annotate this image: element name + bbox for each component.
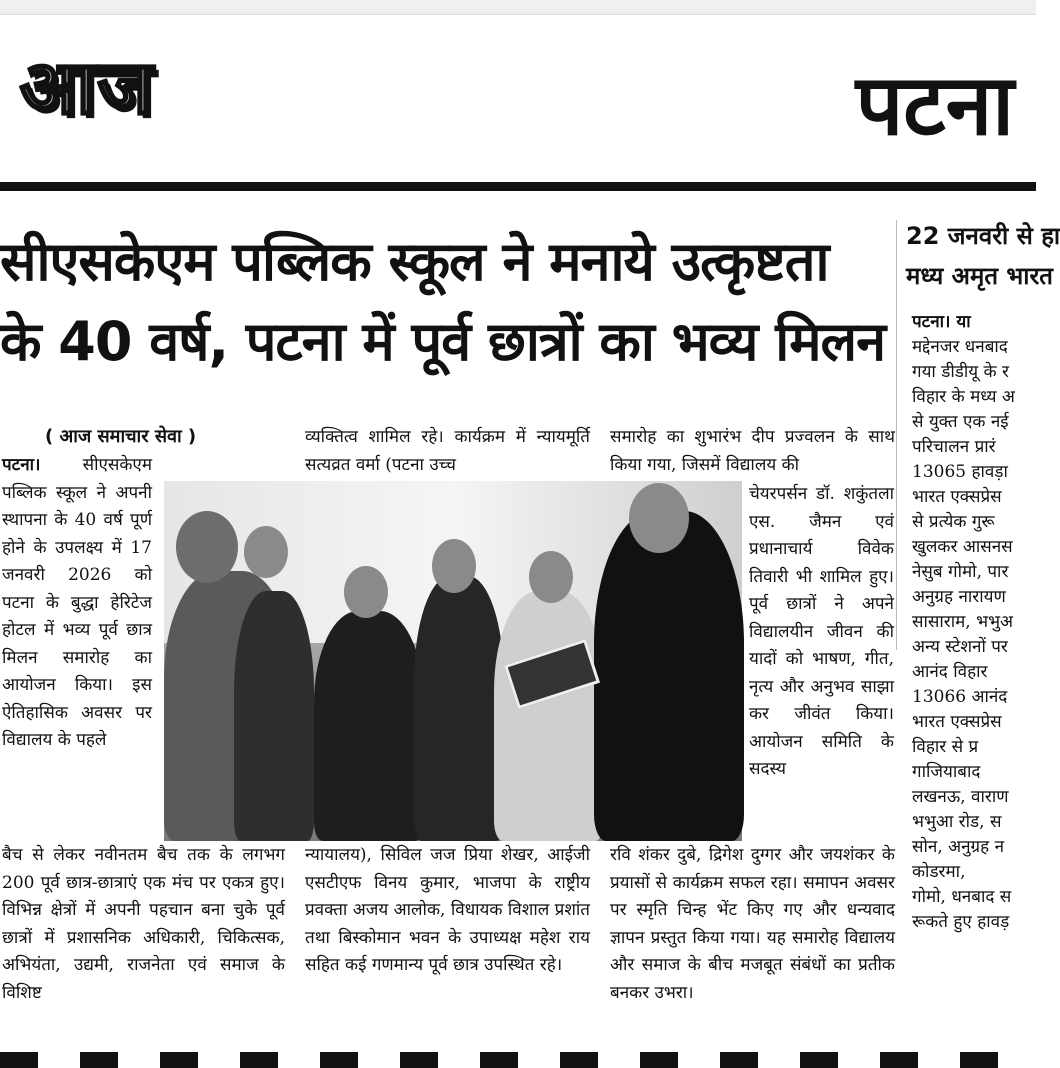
side-story-line: सोन, अनुग्रह न [912,837,1005,857]
column-1-top-text: सीएसकेएम पब्लिक स्कूल ने अपनी स्थापना के 40 वर्ष पूर्ण होने के उपलक्ष्य में 17 जनवरी 2026 को पटना के बुद्धा हेरिटेज होटल में भव्य पूर्व छात्र मिलन समारोह का आयोजन किया। इस ऐतिहासिक अवसर पर विद्यालय के पहले [2,455,152,750]
side-story-line: अन्य स्टेशनों पर [912,637,1008,657]
side-story-line: मद्देनजर धनबाद [912,337,1008,357]
page-top-band [0,0,1036,15]
side-headline-line-2: मध्य अमृत भारत [906,262,1053,290]
side-story-line: नेसुब गोमो, पार [912,562,1009,582]
column-2-bottom-text: न्यायालय), सिविल जज प्रिया शेखर, आईजी एसटीएफ विनय कुमार, भाजपा के राष्ट्रीय प्रवक्ता अजय आलोक, विधायक विशाल प्रशांत तथा बिस्कोमान भवन के उपाध्यक्ष महेश राय सहित कई गणमान्य पूर्व छात्र उपस्थित रहे। [305,845,590,975]
side-story-line: से युक्त एक नई [912,412,1009,432]
side-story-body [906,310,1036,935]
side-story-line: विहार से प्र [912,737,979,757]
photo-head-4 [432,539,476,593]
photo-person-2 [234,591,314,841]
column-3-top-text: समारोह का शुभारंभ दीप प्रज्वलन के साथ किया गया, जिसमें विद्यालय की [610,427,895,475]
side-story-line: सासाराम, भभुअ [912,612,1014,632]
photo-person-5 [494,591,604,841]
article-column-1-top [2,452,152,755]
photo-head-1 [176,511,238,583]
header-rule [0,182,1036,191]
side-story-line: पटना। या [912,312,971,332]
byline: ( आज समाचार सेवा ) [45,426,197,447]
side-story-line: परिचालन प्रारं [912,437,996,457]
photo-person-3 [314,611,424,841]
photo-head-5 [529,551,573,603]
article-column-2-top [305,424,590,479]
column-3-side-text: चेयरपर्सन डॉ. शकुंतला एस. जैमन एवं प्रधानाचार्य विवेक तिवारी भी शामिल हुए। पूर्व छात्रों ने अपने विद्यालयीन जीवन की यादों को भाषण, गीत, नृत्य और अनुभव साझा कर जीवंत किया। आयोजन समिति के सदस्य [749,484,894,779]
column-1-bottom-text: बैच से लेकर नवीनतम बैच तक के लगभग 200 पूर्व छात्र-छात्राएं एक मंच पर एकत्र हुए। विभिन्न क्षेत्रों में अपनी पहचान बना चुके पूर्व छात्रों में प्रशासनिक अधिकारी, चिकित्सक, अभियंता, उद्यमी, राजनेता एवं समाज के विशिष्ट [2,845,285,1003]
side-story-line: 13066 आनंद [912,687,1008,707]
photo-person-4 [414,576,504,841]
article-column-3-side [749,481,894,784]
event-photo [164,481,742,841]
article-column-2-bottom [305,842,590,980]
side-story-line: भारत एक्सप्रेस [912,487,1002,507]
section-title: पटना [855,56,1014,154]
side-story-line: लखनऊ, वाराण [912,787,1009,807]
photo-head-6 [629,483,689,553]
side-story-line: गोमो, धनबाद स [912,887,1012,907]
side-story [906,216,1060,935]
masthead-logo: आज [20,45,155,131]
photo-head-2 [244,526,288,578]
side-headline-line-1: 22 जनवरी से हा [906,222,1060,250]
side-story-line: आनंद विहार [912,662,988,682]
dateline: पटना। [2,455,41,475]
side-story-line: भभुआ रोड, स [912,812,1002,832]
side-story-line: 13065 हावड़ा [912,462,1008,482]
article-column-3-bottom [610,842,895,1007]
side-story-line: अनुग्रह नारायण [912,587,1006,607]
next-headline-cropped [0,1052,1036,1068]
side-story-line: खुलकर आसनस [912,537,1013,557]
column-divider [896,220,897,650]
side-story-line: विहार के मध्य अ [912,387,1015,407]
photo-head-3 [344,566,388,618]
headline-line-2: के 40 वर्ष, पटना में पूर्व छात्रों का भव्य मिलन [0,310,886,373]
article-column-1-bottom [2,842,285,1007]
article-column-3-top [610,424,895,479]
side-story-line: से प्रत्येक गुरू [912,512,995,532]
headline-line-1: सीएसकेएम पब्लिक स्कूल ने मनाये उत्कृष्टता [0,230,829,293]
side-story-line: कोडरमा, [912,862,966,882]
side-story-line: भारत एक्सप्रेस [912,712,1002,732]
column-2-top-text: व्यक्तित्व शामिल रहे। कार्यक्रम में न्यायमूर्ति सत्यव्रत वर्मा (पटना उच्च [305,427,590,475]
article-headline [0,222,900,382]
column-3-bottom-text: रवि शंकर दुबे, द्रिगेश दुग्गर और जयशंकर के प्रयासों से कार्यक्रम सफल रहा। समापन अवसर पर स्मृति चिन्ह भेंट किए गए और धन्यवाद ज्ञापन प्रस्तुत किया गया। यह समारोह विद्यालय और समाज के बीच मजबूत संबंधों का प्रतीक बनकर उभरा। [610,845,895,1003]
side-story-line: गया डीडीयू के र [912,362,1009,382]
side-story-line: गाजियाबाद [912,762,981,782]
side-story-line: रूकते हुए हावड़ [912,912,1010,932]
photo-person-6 [594,511,744,841]
